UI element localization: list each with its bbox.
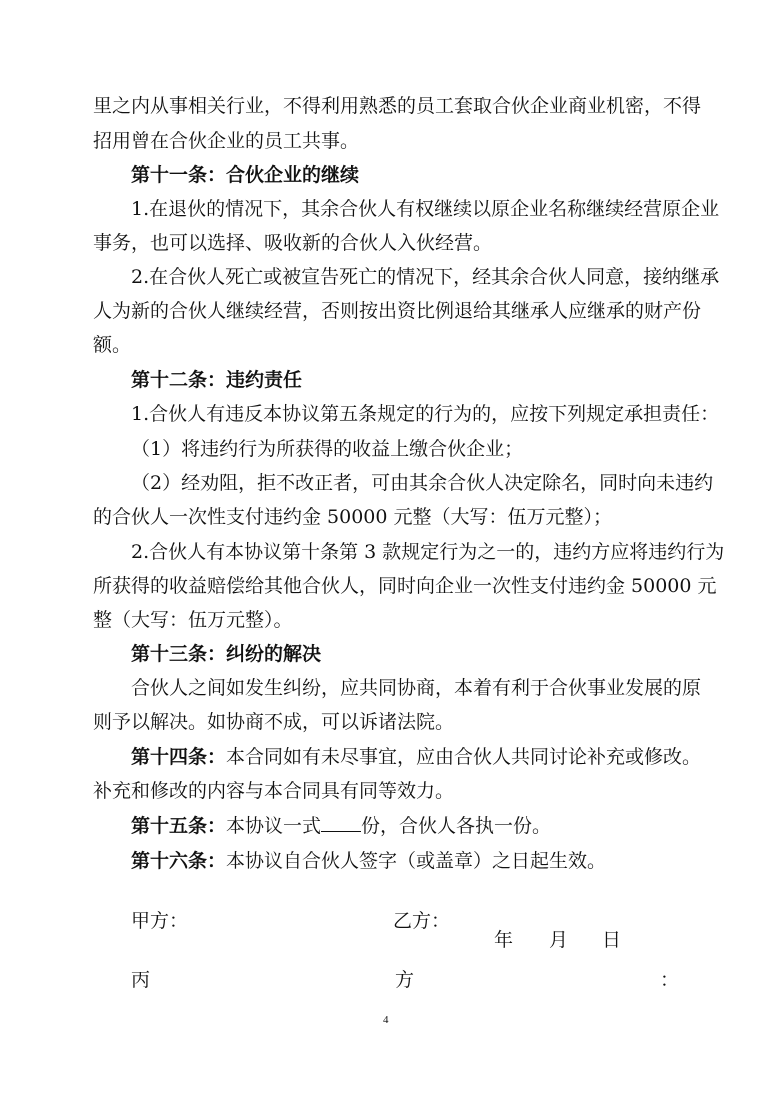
- party-b-label: 乙方：: [393, 910, 451, 932]
- date-day: 日: [602, 929, 622, 951]
- date-month: 月: [549, 929, 569, 951]
- article-15-heading: 第十五条：: [131, 815, 227, 837]
- page-number: 4: [383, 1014, 389, 1026]
- text-span: 本合同如有未尽事宜，应由合伙人共同讨论补充或修改。: [226, 746, 702, 768]
- article-16-paragraph: [131, 848, 685, 874]
- text-line: 招用曾在合伙企业的员工共事。: [93, 130, 360, 152]
- party-c-label-part1: 丙: [131, 969, 151, 991]
- text-line: 则予以解决。如协商不成，可以诉诸法院。: [93, 711, 455, 733]
- article-14-paragraph: [131, 744, 702, 770]
- text-line: 1.合伙人有违反本协议第五条规定的行为的，应按下列规定承担责任：: [131, 403, 720, 425]
- text-line: 合伙人之间如发生纠纷，应共同协商，本着有利于合伙事业发展的原: [131, 677, 702, 699]
- text-line: 所获得的收益赔偿给其他合伙人，同时向企业一次性支付违约金 50000 元: [93, 575, 717, 597]
- text-span: 份，合伙人各执一份。: [361, 815, 552, 837]
- text-line: 事务，也可以选择、吸收新的合伙人入伙经营。: [93, 232, 493, 254]
- text-line: 2.在合伙人死亡或被宣告死亡的情况下，经其余合伙人同意，接纳继承: [131, 266, 720, 288]
- text-span: 本协议自合伙人签字（或盖章）之日起生效。: [226, 850, 607, 872]
- text-line: 额。: [93, 334, 132, 356]
- article-11-heading: 第十一条：合伙企业的继续: [131, 164, 360, 186]
- copies-blank: [321, 813, 361, 832]
- text-line: 的合伙人一次性支付违约金 50000 元整（大写：伍万元整）；: [93, 506, 613, 528]
- article-16-heading: 第十六条：: [131, 850, 227, 872]
- article-15-paragraph: [131, 813, 685, 839]
- text-line: 整（大写：伍万元整）。: [93, 609, 293, 631]
- text-line: 人为新的合伙人继续经营，否则按出资比例退给其继承人应继承的财产份: [93, 300, 702, 322]
- text-line: 里之内从事相关行业，不得利用熟悉的员工套取合伙企业商业机密，不得: [93, 95, 702, 117]
- text-line: （2）经劝阻，拒不改正者，可由其余合伙人决定除名，同时向未违约: [131, 472, 714, 494]
- text-line: 补充和修改的内容与本合同具有同等效力。: [93, 780, 455, 802]
- article-13-heading: 第十三条：纠纷的解决: [131, 643, 322, 665]
- text-span: 本协议一式: [226, 815, 322, 837]
- article-14-heading: 第十四条：: [131, 746, 227, 768]
- article-12-heading: 第十二条：违约责任: [131, 369, 303, 391]
- text-line: 1.在退伙的情况下，其余合伙人有权继续以原企业名称继续经营原企业: [131, 198, 720, 220]
- date-year: 年: [494, 929, 514, 951]
- text-line: 2.合伙人有本协议第十条第 3 款规定行为之一的，违约方应将违约行为: [131, 541, 725, 563]
- party-c-label-colon: ：: [660, 969, 680, 991]
- party-a-label: 甲方：: [131, 910, 189, 932]
- party-c-label-part2: 方: [395, 969, 415, 991]
- text-line: （1）将违约行为所获得的收益上缴合伙企业；: [131, 438, 524, 460]
